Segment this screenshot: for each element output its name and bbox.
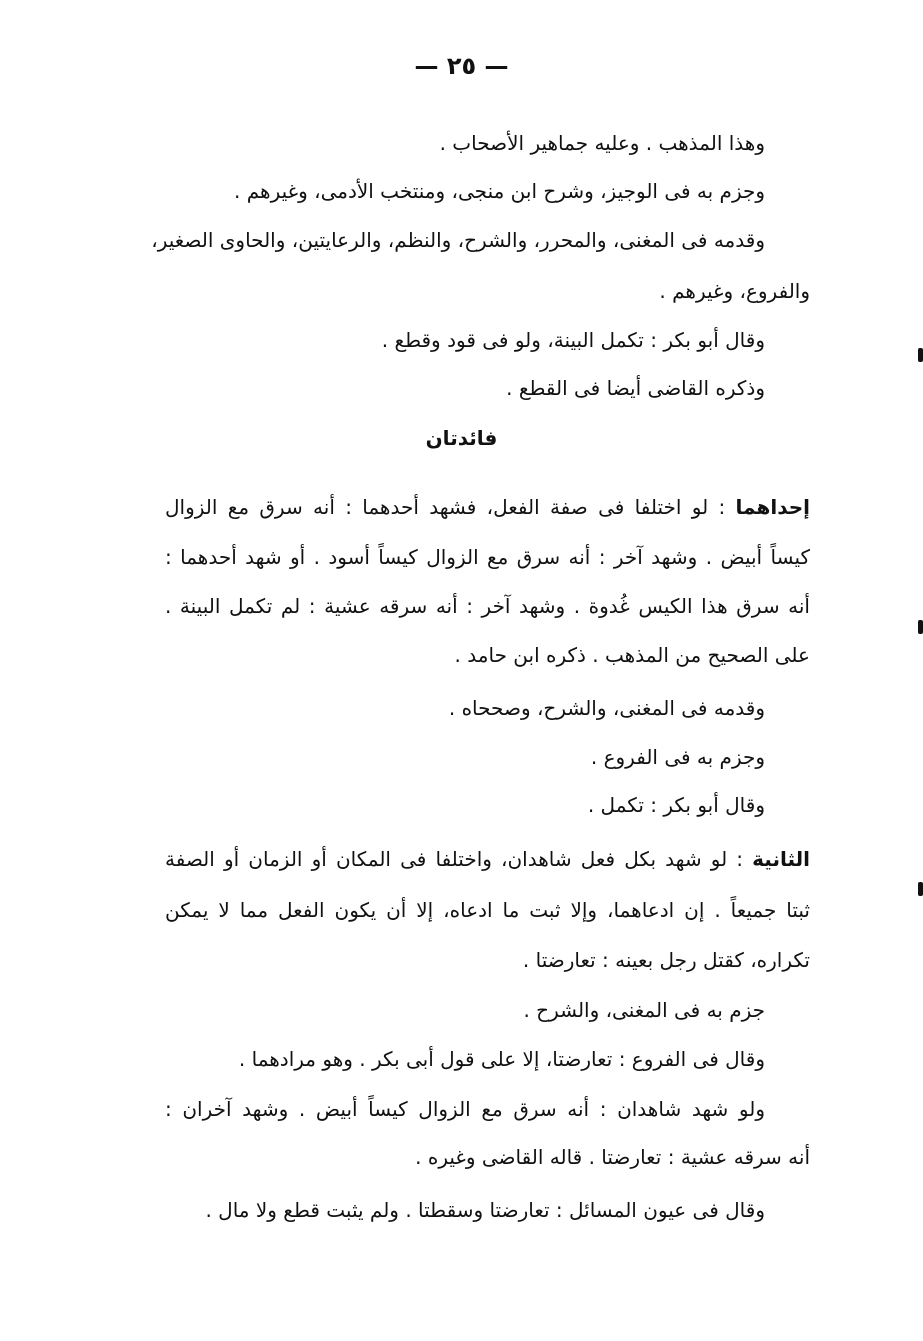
- text-line: وجزم به فى الفروع .: [590, 745, 765, 769]
- text-line: كيساً أبيض . وشهد آخر : أنه سرق مع الزوال كيساً أسود . أو شهد أحدهما :: [165, 545, 810, 569]
- margin-mark: [918, 882, 923, 896]
- text-line: أنه سرق هذا الكيس غُدوة . وشهد آخر : أنه سرقه عشية : لم تكمل البينة .: [165, 594, 810, 618]
- text-line: وقال فى عيون المسائل : تعارضتا وسقطتا . ولم يثبت قطع ولا مال .: [205, 1198, 765, 1222]
- text-line: تكراره، كقتل رجل بعينه : تعارضتا .: [522, 948, 810, 972]
- text-line: أنه سرقه عشية : تعارضتا . قاله القاضى وغيره .: [415, 1145, 810, 1169]
- page-number: — ٢٥ —: [414, 52, 509, 80]
- text-line: [165, 842, 810, 876]
- text-line: وقال أبو بكر : تكمل البينة، ولو فى قود وقطع .: [381, 328, 765, 352]
- text-line: جزم به فى المغنى، والشرح .: [523, 998, 765, 1022]
- text-line: [165, 490, 810, 524]
- margin-mark: [918, 620, 923, 634]
- text-line: وقال أبو بكر : تكمل .: [587, 793, 765, 817]
- text-line: وجزم به فى الوجيز، وشرح ابن منجى، ومنتخب الأدمى، وغيرهم .: [234, 179, 765, 203]
- text-line: وقال فى الفروع : تعارضتا، إلا على قول أبى بكر . وهو مرادهما .: [238, 1047, 765, 1071]
- text-line-body: : لو شهد بكل فعل شاهدان، واختلفا فى المكان أو الزمان أو الصفة: [165, 847, 744, 871]
- section-heading: فائدتان: [425, 426, 498, 450]
- text-line: على الصحيح من المذهب . ذكره ابن حامد .: [454, 643, 810, 667]
- text-line-body: : لو اختلفا فى صفة الفعل، فشهد أحدهما : أنه سرق مع الزوال: [165, 495, 726, 519]
- text-line: وقدمه فى المغنى، والشرح، وصححاه .: [448, 696, 765, 720]
- paragraph-lead: الثانية: [752, 847, 811, 871]
- text-line: وقدمه فى المغنى، والمحرر، والشرح، والنظم، والرعايتين، والحاوى الصغير،: [151, 228, 765, 252]
- text-line: ولو شهد شاهدان : أنه سرق مع الزوال كيساً أبيض . وشهد آخران :: [165, 1097, 765, 1121]
- paragraph-lead: إحداهما: [735, 495, 811, 519]
- text-line: والفروع، وغيرهم .: [659, 279, 810, 303]
- text-line: وهذا المذهب . وعليه جماهير الأصحاب .: [439, 131, 765, 155]
- margin-mark: [918, 348, 923, 362]
- text-line: وذكره القاضى أيضا فى القطع .: [506, 376, 765, 400]
- text-line: ثبتا جميعاً . إن ادعاهما، وإلا ثبت ما ادعاه، إلا أن يكون الفعل مما لا يمكن: [165, 898, 810, 922]
